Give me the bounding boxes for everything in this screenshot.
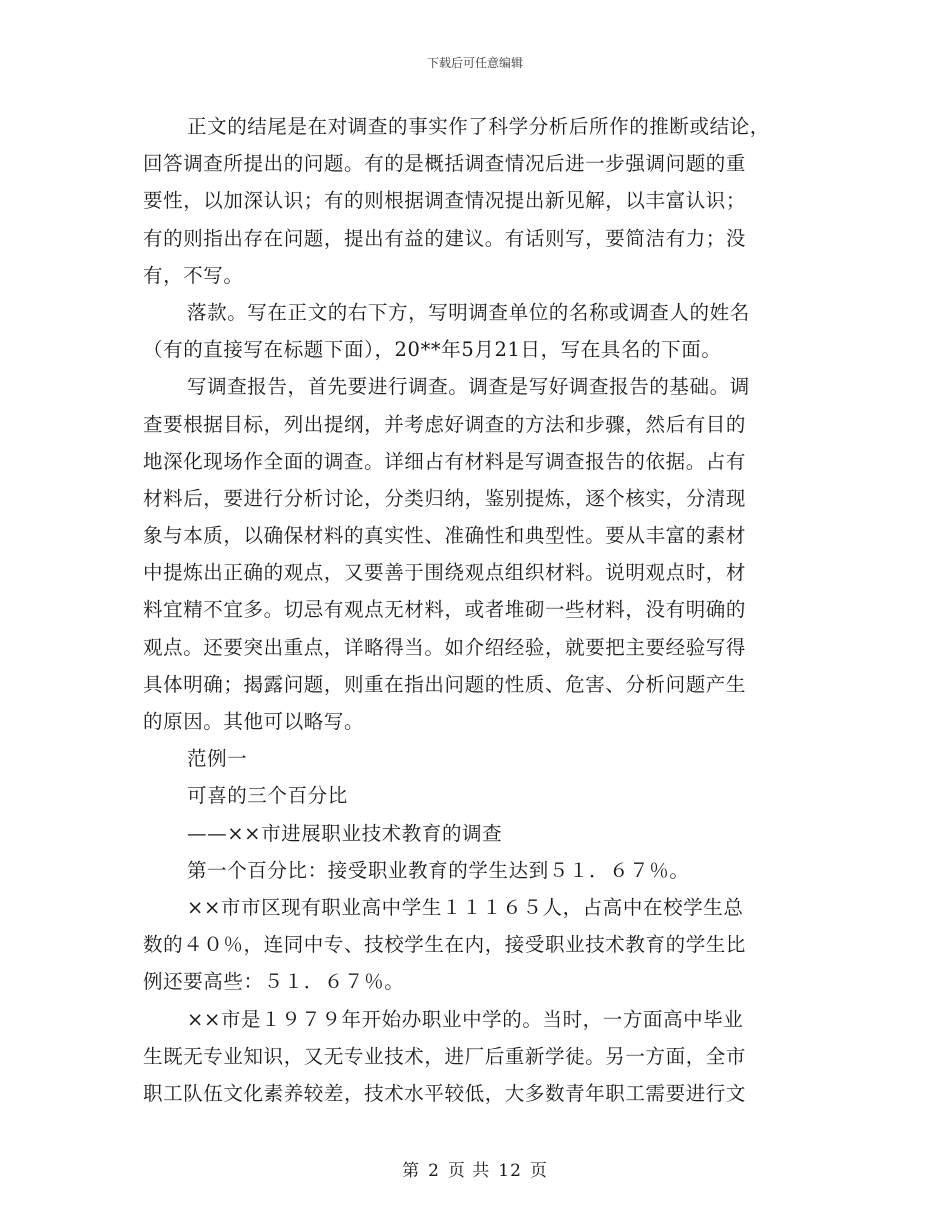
- paragraph-first-percentage: [143, 852, 807, 889]
- text-line: 料宜精不宜多。切忌有观点无材料，或者堆砌一些材料，没有明确的: [143, 598, 747, 622]
- text-line: ××市市区现有职业高中学生１１１６５人，占高中在校学生总: [187, 895, 744, 919]
- text-line: 的原因。其他可以略写。: [143, 710, 365, 733]
- footer-middle: 页 共: [447, 1161, 491, 1181]
- text-line: 落款。写在正文的右下方，写明调查单位的名称或调查人的姓名: [187, 300, 750, 324]
- example-title-text: 可喜的三个百分比: [187, 784, 348, 808]
- text-line: 查要根据目标，列出提纲，并考虑好调查的方法和步骤，然后有目的: [143, 412, 747, 436]
- current-page-number: 2: [428, 1161, 440, 1181]
- text-line: 具体明确；揭露问题，则重在指出问题的性质、危害、分析问题产生: [143, 672, 747, 696]
- text-line: 有，不写。: [143, 263, 244, 287]
- text-line: 写调查报告，首先要进行调查。调查是写好调查报告的基础。调: [187, 375, 750, 399]
- document-body: [143, 108, 807, 1112]
- footer-suffix: 页: [529, 1161, 548, 1181]
- example-label: 范例一: [187, 747, 248, 771]
- text-line: 象与本质，以确保材料的真实性、准确性和典型性。要从丰富的素材: [143, 524, 747, 548]
- text-line: 数的４０％，连同中专、技校学生在内，接受职业技术教育的学生比: [143, 933, 747, 957]
- text-line: 正文的结尾是在对调查的事实作了科学分析后所作的推断或结论，: [187, 115, 770, 138]
- page-header: [0, 54, 950, 71]
- total-page-count: 12: [498, 1161, 522, 1181]
- text-line: 职工队伍文化素养较差，技术水平较低，大多数青年职工需要进行文: [143, 1081, 747, 1105]
- paragraph-conclusion: [143, 108, 807, 294]
- text-line: 例还要高些：５１．６７％。: [143, 970, 405, 994]
- paragraph-signature: [143, 294, 807, 368]
- text-line: 观点。还要突出重点，详略得当。如介绍经验，就要把主要经验写得: [143, 635, 747, 659]
- example-heading: [143, 740, 807, 777]
- text-line: 回答调查所提出的问题。有的是概括调查情况后进一步强调问题的重: [143, 152, 747, 176]
- text-line: （有的直接写在标题下面），20**年5月21日，写在具名的下面。: [143, 338, 722, 362]
- text-line: 材料后，要进行分析讨论，分类归纳，鉴别提炼，逐个核实，分清现: [143, 486, 747, 510]
- example-subtitle-text: ——××市进展职业技术教育的调查: [187, 821, 503, 845]
- page-footer: [0, 1156, 950, 1181]
- text-line: 有的则指出存在问题，提出有益的建议。有话则写，要简洁有力；没: [143, 226, 747, 250]
- text-line: 地深化现场作全面的调查。详细占有材料是写调查报告的依据。占有: [143, 449, 747, 473]
- text-line: 生既无专业知识，又无专业技术，进厂后重新学徒。另一方面，全市: [143, 1044, 747, 1068]
- paragraph-writing-report: [143, 368, 807, 740]
- paragraph-city-students: [143, 889, 807, 1001]
- example-title: [143, 777, 807, 814]
- header-text: 下载后可任意编辑: [426, 56, 523, 70]
- text-line: 中提炼出正确的观点，又要善于围绕观点组织材料。说明观点时，材: [143, 561, 747, 585]
- paragraph-history: [143, 1001, 807, 1113]
- footer-prefix: 第: [402, 1161, 421, 1181]
- text-line: 要性，以加深认识；有的则根据调查情况提出新见解，以丰富认识；: [143, 189, 747, 213]
- text-line: 第一个百分比：接受职业教育的学生达到５１．６７％。: [187, 858, 690, 882]
- text-line: ××市是１９７９年开始办职业中学的。当时，一方面高中毕业: [187, 1007, 744, 1031]
- example-subtitle: [143, 815, 807, 852]
